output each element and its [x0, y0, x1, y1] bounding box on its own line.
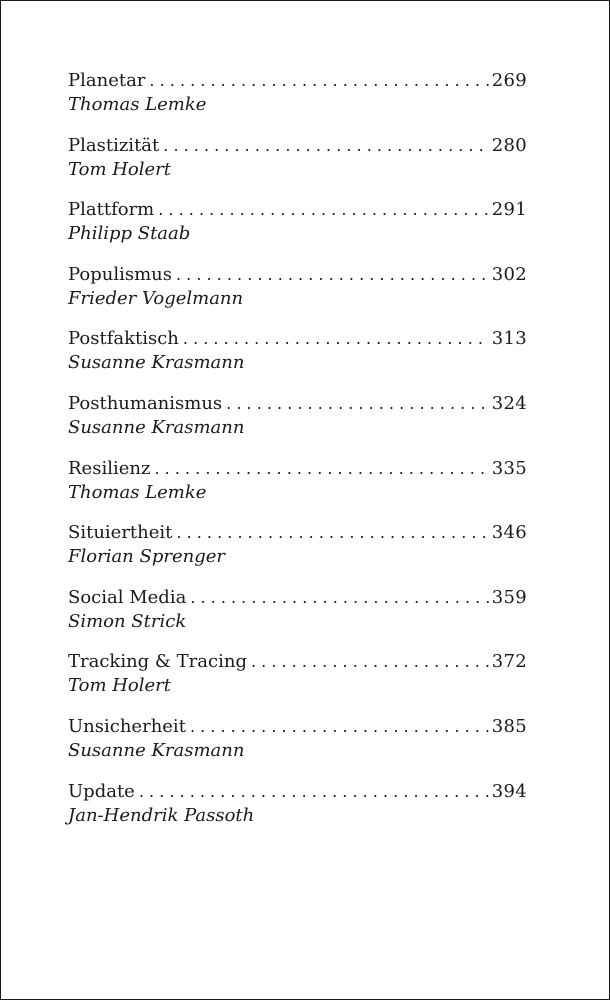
entry-title: Postfaktisch — [68, 328, 179, 350]
toc-entry — [68, 134, 527, 199]
entry-page-number: 291 — [491, 199, 527, 221]
toc-entry-line — [68, 650, 527, 674]
toc-entry-line — [68, 457, 527, 481]
entry-title: Update — [68, 780, 135, 802]
toc-entry — [68, 521, 527, 586]
toc-entry — [68, 457, 527, 522]
toc-entry — [68, 327, 527, 392]
toc-entry-line — [68, 69, 527, 93]
toc-entry — [68, 69, 527, 134]
toc-entry-line — [68, 263, 527, 287]
toc-entry — [68, 650, 527, 715]
entry-page-number: 359 — [491, 586, 527, 608]
toc-entry — [68, 715, 527, 780]
dot-leader — [135, 780, 489, 804]
dot-leader — [186, 715, 489, 739]
entry-author: Philipp Staab — [68, 223, 191, 245]
entry-author: Susanne Krasmann — [68, 416, 245, 438]
entry-page-number: 324 — [491, 392, 527, 414]
entry-author: Jan-Hendrik Passoth — [68, 804, 255, 826]
entry-page-number: 385 — [491, 715, 527, 737]
entry-title: Resilienz — [68, 457, 151, 479]
entry-title: Posthumanismus — [68, 392, 223, 414]
entry-page-number: 280 — [491, 134, 527, 156]
entry-page-number: 394 — [491, 780, 527, 802]
toc-entry-line — [68, 780, 527, 804]
entry-title: Unsicherheit — [68, 715, 186, 737]
toc-entry-line — [68, 715, 527, 739]
dot-leader — [222, 392, 489, 416]
entry-page-number: 313 — [491, 328, 527, 350]
toc-entry-line — [68, 327, 527, 351]
entry-author: Thomas Lemke — [68, 94, 207, 115]
dot-leader — [179, 327, 489, 351]
entry-title: Plastizität — [68, 134, 160, 156]
dot-leader — [172, 263, 489, 287]
entry-page-number: 269 — [491, 70, 527, 91]
entry-author: Tom Holert — [68, 158, 172, 180]
entry-author: Frieder Vogelmann — [68, 287, 244, 309]
dot-leader — [172, 521, 488, 545]
toc-entry — [68, 198, 527, 263]
dot-leader — [145, 69, 488, 93]
dot-leader — [186, 586, 488, 610]
entry-title: Situiertheit — [68, 522, 173, 544]
entry-author: Tom Holert — [68, 675, 172, 697]
toc-entry-line — [68, 134, 527, 158]
toc-entry-line — [68, 392, 527, 416]
toc-entry-line — [68, 586, 527, 610]
dot-leader — [154, 198, 488, 222]
entry-page-number: 335 — [491, 457, 527, 479]
entry-page-number: 372 — [491, 651, 527, 673]
toc-entry — [68, 263, 527, 328]
entry-page-number: 346 — [491, 522, 527, 544]
entry-page-number: 302 — [491, 263, 527, 285]
table-of-contents — [68, 69, 527, 844]
entry-author: Simon Strick — [68, 610, 187, 632]
entry-title: Planetar — [68, 70, 146, 91]
toc-entry — [68, 780, 527, 845]
dot-leader — [159, 134, 488, 158]
entry-author: Susanne Krasmann — [68, 739, 245, 761]
toc-entry — [68, 586, 527, 651]
dot-leader — [247, 650, 489, 674]
dot-leader — [150, 457, 488, 481]
entry-author: Susanne Krasmann — [68, 352, 245, 374]
toc-entry-line — [68, 198, 527, 222]
entry-title: Tracking & Tracing — [68, 651, 247, 673]
toc-entry — [68, 392, 527, 457]
entry-title: Plattform — [68, 199, 155, 221]
entry-author: Florian Sprenger — [68, 546, 225, 568]
entry-author: Thomas Lemke — [68, 481, 207, 503]
entry-title: Populismus — [68, 263, 172, 285]
toc-entry-line — [68, 521, 527, 545]
entry-title: Social Media — [68, 586, 187, 608]
